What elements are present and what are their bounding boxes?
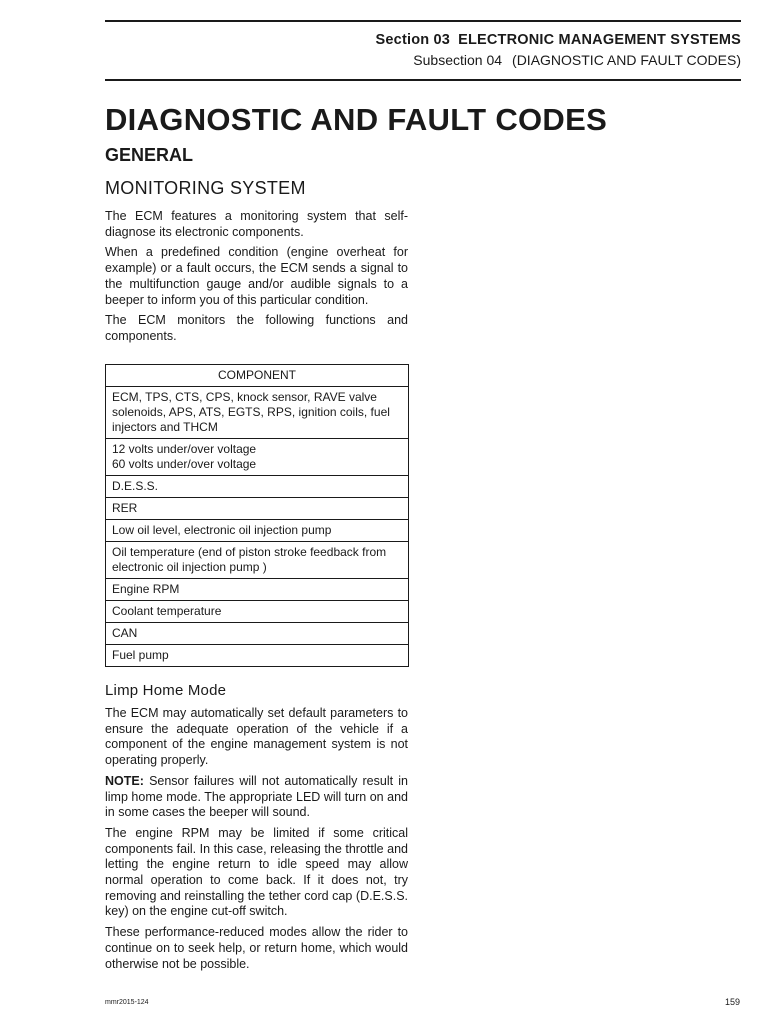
page-number: 159 bbox=[724, 997, 740, 1007]
table-cell: ECM, TPS, CTS, CPS, knock sensor, RAVE valve solenoids, APS, ATS, EGTS, RPS, ignition coils, fuel injectors and THCM bbox=[106, 387, 409, 439]
cell-line: 12 volts under/over voltage bbox=[112, 442, 257, 456]
header-bottom-rule bbox=[105, 79, 741, 81]
table-row bbox=[106, 476, 409, 498]
paragraph: These performance-reduced modes allow the rider to continue on to seek help, or return home, which would otherwise not be possible. bbox=[105, 925, 408, 971]
subsection-heading bbox=[413, 52, 741, 68]
column-header: COMPONENT bbox=[106, 365, 409, 387]
table-cell: RER bbox=[106, 498, 409, 520]
limp-home-heading: Limp Home Mode bbox=[105, 682, 227, 699]
page-title: DIAGNOSTIC AND FAULT CODES bbox=[105, 102, 608, 137]
section-heading bbox=[376, 32, 741, 48]
subsection-title: (DIAGNOSTIC AND FAULT CODES) bbox=[512, 52, 741, 68]
table-row bbox=[106, 623, 409, 645]
table-cell: Low oil level, electronic oil injection pump bbox=[106, 520, 409, 542]
header-top-rule bbox=[105, 20, 741, 22]
paragraph: The ECM features a monitoring system that self-diagnose its electronic components. bbox=[105, 209, 408, 239]
table-row bbox=[106, 439, 409, 476]
component-table bbox=[105, 364, 409, 667]
paragraph: When a predefined condition (engine overheat for example) or a fault occurs, the ECM sends a signal to the multifunction gauge and/or audible signals to a beeper to inform you of this particular condition. bbox=[105, 245, 408, 307]
section-label: Section 03 bbox=[375, 32, 451, 48]
general-heading: GENERAL bbox=[105, 145, 194, 165]
table-row bbox=[106, 601, 409, 623]
table-cell bbox=[106, 439, 409, 476]
section-title: ELECTRONIC MANAGEMENT SYSTEMS bbox=[458, 32, 741, 48]
table-row bbox=[106, 579, 409, 601]
table-cell: D.E.S.S. bbox=[106, 476, 409, 498]
table-cell: Engine RPM bbox=[106, 579, 409, 601]
table-cell: Coolant temperature bbox=[106, 601, 409, 623]
document-code: mmr2015-124 bbox=[105, 999, 149, 1006]
table-cell: Oil temperature (end of piston stroke feedback from electronic oil injection pump ) bbox=[106, 542, 409, 579]
table-row bbox=[106, 645, 409, 667]
table-row bbox=[106, 542, 409, 579]
table-row bbox=[106, 387, 409, 439]
cell-line: 60 volts under/over voltage bbox=[112, 457, 257, 471]
paragraph: The ECM monitors the following functions and components. bbox=[105, 313, 408, 343]
table-cell: CAN bbox=[106, 623, 409, 645]
note-paragraph bbox=[105, 774, 408, 821]
paragraph: The ECM may automatically set default parameters to ensure the adequate operation of the vehicle if a component of the engine management system is not operating properly. bbox=[105, 706, 408, 768]
paragraph: The engine RPM may be limited if some critical components fail. In this case, releasing the throttle and letting the engine return to idle speed may allow normal operation to come back. If it does not, try removing and reinstalling the tether cord cap (D.E.S.S. key) on the engine cut-off switch. bbox=[105, 825, 408, 919]
note-text: Sensor failures will not automatically result in limp home mode. The appropriate LED will turn on and in some cases the beeper will sound. bbox=[105, 773, 408, 820]
table-row bbox=[106, 520, 409, 542]
table-header-row bbox=[106, 365, 409, 387]
subsection-label: Subsection 04 bbox=[413, 52, 503, 68]
table-row bbox=[106, 498, 409, 520]
table-cell: Fuel pump bbox=[106, 645, 409, 667]
limp-home-text bbox=[105, 706, 408, 977]
monitoring-heading: MONITORING SYSTEM bbox=[105, 178, 306, 198]
monitoring-text bbox=[105, 209, 408, 350]
note-label: NOTE: bbox=[105, 773, 144, 788]
